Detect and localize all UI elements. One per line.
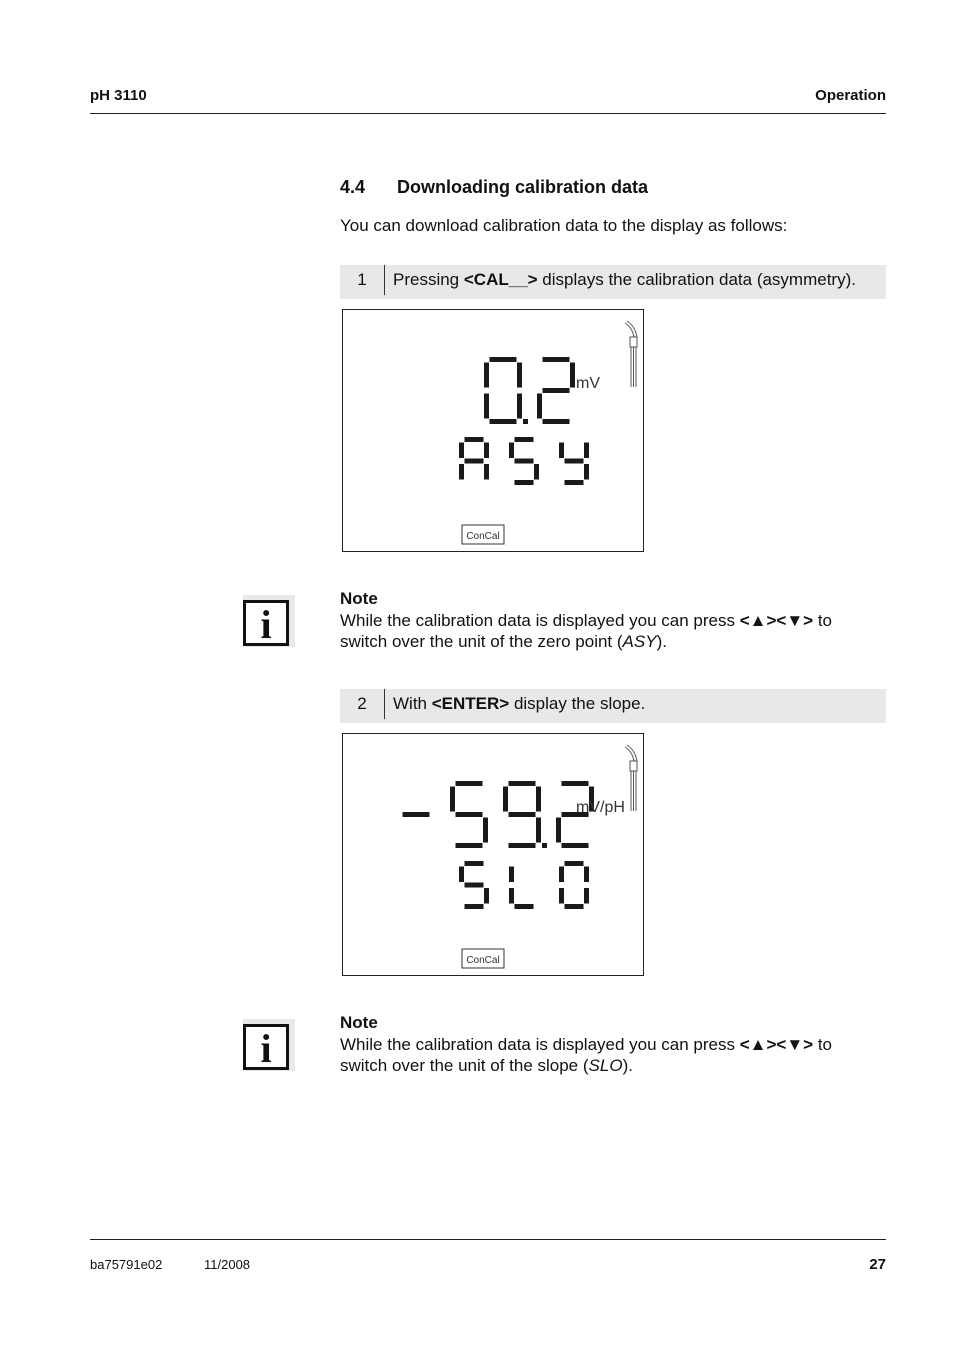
lcd-segment (565, 904, 584, 909)
lcd-segment (515, 904, 534, 909)
footer-doc-id: ba75791e02 (90, 1257, 163, 1272)
note-body (340, 1034, 870, 1076)
lcd-segment (584, 443, 589, 459)
note-title: Note (340, 589, 378, 608)
lcd-segment (556, 818, 561, 843)
lcd-segment (456, 843, 483, 848)
note-body (340, 610, 870, 652)
note-text: ). (656, 632, 667, 651)
step-key: <CAL__> (463, 270, 538, 289)
lcd-segment (490, 357, 517, 362)
lcd-segment (515, 437, 534, 442)
lcd-segment (403, 812, 430, 817)
lcd-segment (483, 818, 488, 843)
lcd-display-asymmetry (342, 309, 644, 552)
lcd-display-slope (342, 733, 644, 976)
section-title: Downloading calibration data (397, 177, 649, 197)
lcd-segment (484, 363, 489, 388)
lcd-segment (536, 818, 541, 843)
lcd-segment (536, 787, 541, 812)
lcd-segment (534, 464, 539, 480)
lcd-segment (490, 419, 517, 424)
lcd-segment (459, 443, 464, 459)
step-key: <ENTER> (431, 694, 510, 713)
lcd-segment (517, 394, 522, 419)
lcd-segment (584, 888, 589, 904)
lcd-segment (559, 888, 564, 904)
lcd-segment (509, 812, 536, 817)
footer-rule (90, 1239, 886, 1240)
step-number: 2 (357, 694, 367, 713)
lcd-segment (565, 459, 584, 464)
lcd-segment (465, 883, 484, 888)
lcd-segment (562, 843, 589, 848)
lcd-segment (559, 443, 564, 459)
lcd-segment (456, 781, 483, 786)
step-number: 1 (357, 270, 367, 289)
lcd-segment (565, 480, 584, 485)
lcd-decimal-point (523, 419, 528, 424)
step-divider (384, 689, 385, 719)
lcd-segment (509, 888, 514, 904)
note-keys: <▲><▼> (739, 1035, 814, 1054)
concal-badge: ConCal (466, 531, 500, 542)
lcd-segment (503, 787, 508, 812)
concal-badge: ConCal (466, 955, 500, 966)
note-text: While the calibration data is displayed you can press (340, 1035, 740, 1054)
lcd-segment (450, 787, 455, 812)
header-chapter: Operation (815, 87, 886, 104)
lcd-segment (484, 888, 489, 904)
lcd-segment (537, 394, 542, 419)
lcd-segment (584, 464, 589, 480)
lcd-segment (484, 464, 489, 480)
footer-date: 11/2008 (204, 1257, 251, 1272)
note-term: ASY (622, 632, 657, 651)
svg-text:i: i (260, 1026, 272, 1071)
lcd-segment (559, 867, 564, 883)
lcd-decimal-point (542, 843, 547, 848)
step-text (393, 265, 856, 295)
page-number: 27 (869, 1256, 886, 1273)
step-text-pre: Pressing (393, 270, 464, 289)
lcd-segment (565, 861, 584, 866)
note-title: Note (340, 1013, 378, 1032)
lcd-segment (543, 388, 570, 393)
note-text: ). (622, 1056, 633, 1075)
lcd-unit: mV/pH (576, 799, 625, 816)
step-divider (384, 265, 385, 295)
info-icon (243, 595, 295, 647)
lcd-segment (515, 459, 534, 464)
step-text-post: displays the calibration data (asymmetry). (537, 270, 856, 289)
lcd-segment (543, 357, 570, 362)
lcd-segment (543, 419, 570, 424)
lcd-segment (456, 812, 483, 817)
note-term: SLO (588, 1056, 623, 1075)
step-text (393, 689, 645, 719)
lcd-segment (562, 781, 589, 786)
header-product: pH 3110 (90, 87, 147, 104)
lcd-segment (459, 867, 464, 883)
step-text-pre: With (393, 694, 432, 713)
lcd-segment (465, 459, 484, 464)
section-number: 4.4 (340, 177, 366, 197)
info-icon (243, 1019, 295, 1071)
lcd-segment (509, 781, 536, 786)
lcd-segment (584, 867, 589, 883)
note-keys: <▲><▼> (739, 611, 814, 630)
lcd-segment (465, 437, 484, 442)
lcd-segment (509, 867, 514, 883)
lcd-segment (517, 363, 522, 388)
note-text: to switch over the unit of the zero point ( (340, 611, 832, 651)
lcd-segment (484, 443, 489, 459)
step-1 (340, 265, 886, 299)
lcd-segment (509, 443, 514, 459)
lcd-segment (465, 861, 484, 866)
note-text: While the calibration data is displayed you can press (340, 611, 740, 630)
svg-text:i: i (260, 602, 272, 647)
lcd-segment (515, 480, 534, 485)
header-rule (90, 113, 886, 114)
lcd-segment (509, 843, 536, 848)
note-text: to switch over the unit of the slope ( (340, 1035, 832, 1075)
lcd-segment (459, 464, 464, 480)
lcd-digit (403, 812, 430, 817)
step-text-post: display the slope. (509, 694, 646, 713)
intro-text: You can download calibration data to the display as follows: (340, 216, 788, 235)
lcd-segment (570, 363, 575, 388)
step-2 (340, 689, 886, 723)
lcd-unit: mV (576, 375, 600, 392)
lcd-segment (484, 394, 489, 419)
lcd-segment (465, 904, 484, 909)
